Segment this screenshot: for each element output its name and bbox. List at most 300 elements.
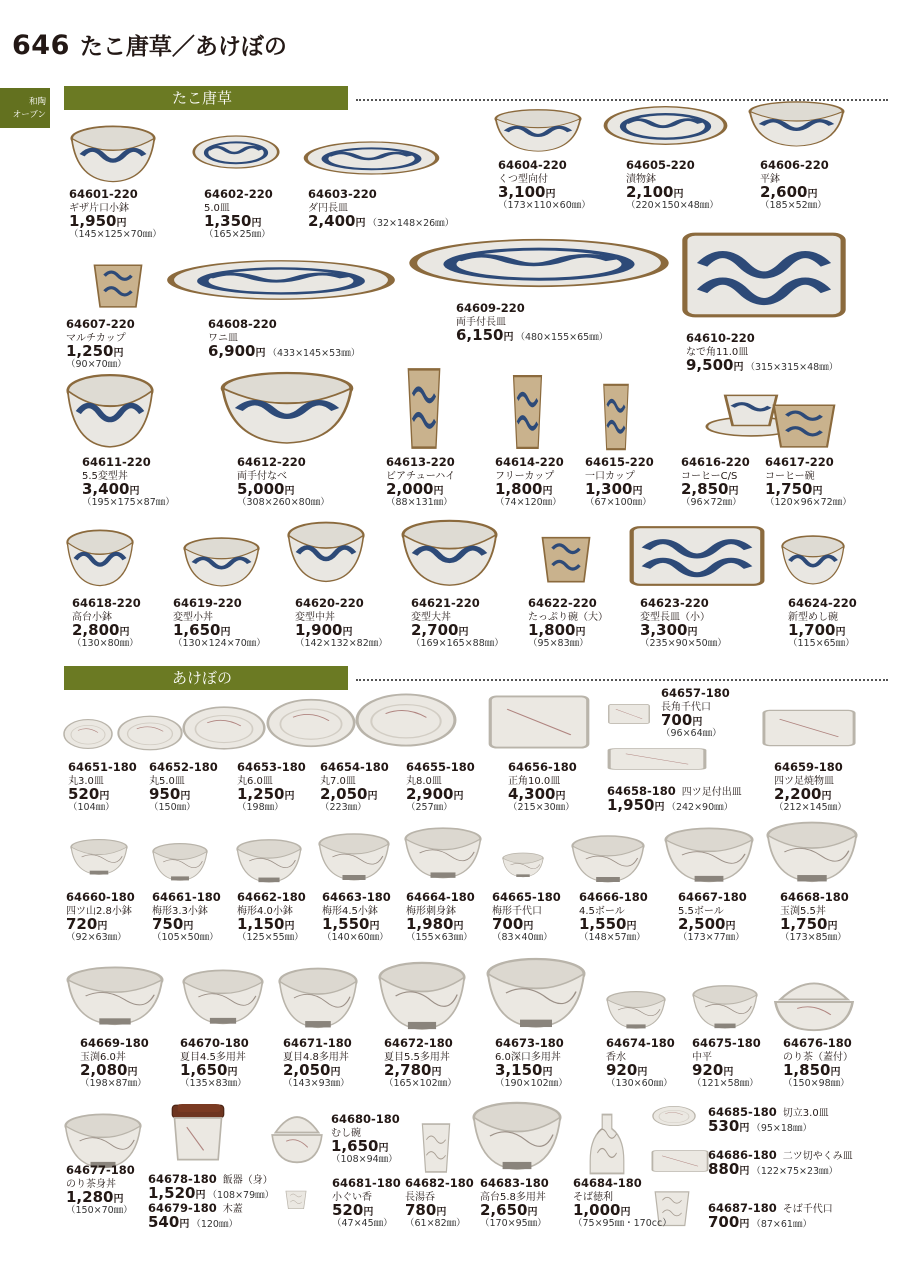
ware-icon [166, 256, 396, 304]
yen-mark: 円 [527, 1207, 538, 1218]
product-image [117, 712, 183, 754]
ware-icon [664, 826, 754, 884]
product-size: （150㎜） [149, 802, 196, 813]
product-image [494, 108, 582, 153]
product-price: 1,980 [406, 915, 454, 933]
ware-icon [781, 534, 845, 586]
product-image [355, 688, 457, 752]
product-code: 64669-180 [80, 1036, 149, 1050]
yen-mark: 円 [127, 1067, 138, 1078]
product-code: 64660-180 [66, 890, 135, 904]
ware-icon [678, 224, 850, 326]
ware-icon [63, 716, 113, 752]
product-price: 720 [66, 915, 98, 933]
yen-mark: 円 [632, 486, 643, 497]
product-image [664, 826, 754, 884]
yen-mark: 円 [555, 791, 566, 802]
product-size: （96×64㎜） [661, 728, 722, 739]
product-size: （198×87㎜） [80, 1078, 147, 1089]
product-code: 64654-180 [320, 760, 389, 774]
product-name: 切立3.0皿 [782, 1108, 829, 1119]
section-band-akebono: あけぼの [64, 666, 348, 690]
product-image [270, 1104, 324, 1166]
ware-icon [416, 1122, 456, 1174]
yen-mark: 円 [251, 218, 262, 229]
product-price: 3,300 [640, 621, 688, 639]
product-entry[interactable] [152, 890, 221, 943]
side-tab-line: オーブン [12, 110, 46, 120]
product-entry[interactable] [765, 455, 852, 508]
product-name: 変型長皿（小） [640, 612, 710, 623]
product-name: 梅形4.5小鉢 [322, 906, 378, 917]
product-code: 64663-180 [322, 890, 391, 904]
product-price: 2,080 [80, 1061, 128, 1079]
yen-mark: 円 [116, 218, 127, 229]
yen-mark: 円 [723, 1067, 734, 1078]
ware-icon [220, 370, 354, 446]
product-price: 3,100 [498, 183, 546, 201]
yen-mark: 円 [458, 627, 469, 638]
product-size: （220×150×48㎜） [626, 200, 719, 211]
yen-mark: 円 [827, 921, 838, 932]
product-entry[interactable] [606, 1036, 675, 1089]
ware-icon [378, 960, 466, 1032]
product-entry[interactable] [69, 187, 162, 240]
product-name: 丸8.0皿 [406, 776, 442, 787]
ware-icon [183, 536, 260, 588]
product-entry[interactable] [173, 596, 266, 649]
product-image [748, 100, 845, 148]
product-price: 1,800 [528, 621, 576, 639]
yen-mark: 円 [97, 921, 108, 932]
product-image [502, 852, 544, 878]
product-size: （75×95㎜・170cc） [573, 1218, 672, 1229]
product-size: （92×63㎜） [66, 932, 127, 943]
product-entry[interactable] [607, 784, 742, 813]
product-price: 540 [148, 1213, 180, 1231]
product-image [90, 258, 146, 310]
product-size: （83×40㎜） [492, 932, 553, 943]
product-image [63, 716, 113, 752]
product-size: （315×315×48㎜） [745, 362, 839, 373]
product-entry[interactable] [237, 890, 306, 943]
product-entry[interactable] [640, 596, 727, 649]
ware-icon [401, 366, 447, 451]
yen-mark: 円 [330, 1067, 341, 1078]
product-image [70, 838, 128, 876]
product-code: 64602-220 [204, 187, 273, 201]
product-image [236, 838, 302, 884]
product-image [760, 706, 858, 750]
product-entry[interactable] [320, 760, 389, 813]
product-entry[interactable] [780, 890, 849, 943]
product-size: （480×155×65㎜） [515, 332, 609, 343]
product-size: （61×82㎜） [405, 1218, 466, 1229]
product-size: （122×75×23㎜） [751, 1166, 839, 1177]
yen-mark: 円 [453, 791, 464, 802]
product-entry[interactable] [148, 1172, 274, 1201]
ware-icon [606, 990, 666, 1030]
product-entry[interactable] [788, 596, 857, 649]
yen-mark: 円 [195, 1190, 206, 1201]
product-price: 6,150 [456, 326, 504, 344]
yen-mark: 円 [113, 348, 124, 359]
yen-mark: 円 [620, 1207, 631, 1218]
product-entry[interactable] [295, 596, 388, 649]
product-image [772, 970, 856, 1034]
product-entry[interactable] [708, 1148, 853, 1177]
product-image [64, 1112, 142, 1170]
side-tab-line: 和陶 [28, 97, 46, 107]
product-size: （130×124×70㎜） [173, 638, 266, 649]
product-image [404, 826, 482, 880]
product-image [768, 398, 840, 450]
product-price: 920 [606, 1061, 638, 1079]
product-entry[interactable] [237, 455, 330, 508]
ware-icon [177, 1103, 221, 1113]
product-code: 64605-220 [626, 158, 695, 172]
ware-icon [236, 838, 302, 884]
product-entry[interactable] [585, 455, 654, 508]
product-code: 64604-220 [498, 158, 567, 172]
product-image [182, 968, 264, 1026]
product-size: （130×60㎜） [606, 1078, 673, 1089]
product-price: 2,800 [72, 621, 120, 639]
product-image [598, 382, 634, 452]
product-size: （212×145㎜） [774, 802, 847, 813]
product-entry[interactable] [760, 158, 829, 211]
product-price: 1,250 [66, 342, 114, 360]
product-price: 700 [708, 1213, 740, 1231]
product-entry[interactable] [82, 455, 175, 508]
product-size: （150×70㎜） [66, 1205, 133, 1216]
product-entry[interactable] [495, 1036, 568, 1089]
product-price: 2,780 [384, 1061, 432, 1079]
product-name: 四ツ足付出皿 [681, 787, 742, 798]
yen-mark: 円 [363, 1207, 374, 1218]
product-price: 1,800 [495, 480, 543, 498]
product-size: （165×25㎜） [204, 229, 271, 240]
yen-mark: 円 [99, 791, 110, 802]
product-code: 64667-180 [678, 890, 747, 904]
product-entry[interactable] [411, 596, 504, 649]
product-price: 700 [492, 915, 524, 933]
ware-icon [117, 712, 183, 754]
product-image [182, 702, 266, 754]
product-entry[interactable] [208, 317, 360, 359]
yen-mark: 円 [575, 627, 586, 638]
product-image [266, 694, 356, 752]
product-code: 64680-180 [331, 1112, 400, 1126]
product-price: 6,900 [208, 342, 256, 360]
product-image [220, 370, 354, 446]
product-entry[interactable] [498, 158, 591, 211]
product-image [486, 956, 586, 1030]
product-name: 木蓋 [222, 1204, 243, 1215]
product-price: 1,750 [780, 915, 828, 933]
product-price: 520 [332, 1201, 364, 1219]
product-name: 梅形4.0小鉢 [237, 906, 293, 917]
product-code: 64611-220 [82, 455, 151, 469]
yen-mark: 円 [431, 1067, 442, 1078]
yen-mark: 円 [542, 1067, 553, 1078]
product-entry[interactable] [708, 1201, 833, 1230]
ware-icon [64, 1112, 142, 1170]
product-name: 梅形3.3小鉢 [152, 906, 208, 917]
product-name: 丸6.0皿 [237, 776, 273, 787]
product-entry[interactable] [331, 1112, 400, 1165]
product-price: 1,250 [237, 785, 285, 803]
product-entry[interactable] [579, 890, 648, 943]
product-price: 1,000 [573, 1201, 621, 1219]
product-code: 64610-220 [686, 331, 755, 345]
ware-icon [355, 688, 457, 752]
product-entry[interactable] [66, 317, 135, 370]
product-price: 1,850 [783, 1061, 831, 1079]
product-entry[interactable] [495, 455, 564, 508]
product-price: 700 [661, 711, 693, 729]
product-code: 64672-180 [384, 1036, 453, 1050]
product-image [652, 1104, 696, 1128]
product-image [177, 1103, 221, 1113]
product-code: 64687-180 [708, 1201, 777, 1215]
product-name: 四ツ山2.8小鉢 [66, 906, 132, 917]
product-name: のり茶身丼 [66, 1179, 116, 1190]
product-code: 64676-180 [783, 1036, 852, 1050]
product-price: 2,400 [308, 212, 356, 230]
product-entry[interactable] [480, 1176, 549, 1229]
yen-mark: 円 [692, 717, 703, 728]
product-name: 4.5ボール [579, 906, 625, 917]
product-code: 64620-220 [295, 596, 364, 610]
product-size: （120×96×72㎜） [765, 497, 852, 508]
product-entry[interactable] [148, 1201, 243, 1230]
product-name: 長湯呑 [405, 1192, 435, 1203]
product-price: 1,150 [237, 915, 285, 933]
yen-mark: 円 [355, 218, 366, 229]
product-image [472, 1100, 562, 1172]
product-size: （257㎜） [406, 802, 453, 813]
product-size: （143×93㎜） [283, 1078, 350, 1089]
product-price: 1,950 [69, 212, 117, 230]
yen-mark: 円 [119, 627, 130, 638]
ware-icon [182, 968, 264, 1026]
product-code: 64683-180 [480, 1176, 549, 1190]
yen-mark: 円 [728, 486, 739, 497]
product-code: 64677-180 [66, 1163, 135, 1177]
product-entry[interactable] [774, 760, 847, 813]
product-size: （125×55㎜） [237, 932, 304, 943]
product-name: 変型小丼 [173, 612, 213, 623]
product-name: 玉渕6.0丼 [80, 1052, 126, 1063]
yen-mark: 円 [503, 332, 514, 343]
product-name: たっぷり碗（大） [528, 612, 608, 623]
product-name: 一口カップ [585, 471, 635, 482]
product-entry[interactable] [322, 890, 391, 943]
product-entry[interactable] [508, 760, 577, 813]
product-image [605, 746, 709, 772]
product-code: 64608-220 [208, 317, 277, 331]
product-price: 2,700 [411, 621, 459, 639]
product-image [626, 520, 768, 592]
product-price: 1,550 [579, 915, 627, 933]
product-image [303, 138, 440, 178]
product-entry[interactable] [681, 455, 750, 508]
product-image [192, 132, 280, 172]
product-code: 64655-180 [406, 760, 475, 774]
product-entry[interactable] [180, 1036, 249, 1089]
product-entry[interactable] [686, 331, 838, 373]
ware-icon [760, 706, 858, 750]
yen-mark: 円 [284, 486, 295, 497]
yen-mark: 円 [830, 1067, 841, 1078]
product-entry[interactable] [406, 760, 475, 813]
product-name: そば徳利 [573, 1192, 613, 1203]
product-entry[interactable] [384, 1036, 457, 1089]
product-name: なで角11.0皿 [686, 347, 749, 358]
product-entry[interactable] [626, 158, 719, 211]
product-image [278, 966, 358, 1030]
product-size: （173×77㎜） [678, 932, 745, 943]
product-size: （32×148×26㎜） [367, 218, 455, 229]
product-entry[interactable] [456, 301, 608, 343]
product-entry[interactable] [66, 1163, 135, 1216]
product-code: 64666-180 [579, 890, 648, 904]
product-entry[interactable] [661, 686, 730, 739]
product-entry[interactable] [406, 890, 475, 943]
page-header [12, 28, 287, 61]
product-code: 64612-220 [237, 455, 306, 469]
product-image [378, 960, 466, 1032]
product-code: 64665-180 [492, 890, 561, 904]
yen-mark: 円 [821, 791, 832, 802]
yen-mark: 円 [654, 802, 665, 813]
product-name: フリーカップ [495, 471, 555, 482]
product-code: 64686-180 [708, 1148, 777, 1162]
product-entry[interactable] [708, 1105, 829, 1134]
product-entry[interactable] [308, 187, 454, 229]
product-price: 750 [152, 915, 184, 933]
product-code: 64661-180 [152, 890, 221, 904]
yen-mark: 円 [812, 486, 823, 497]
product-entry[interactable] [68, 760, 137, 813]
product-price: 2,500 [678, 915, 726, 933]
product-size: （104㎜） [68, 802, 115, 813]
product-size: （87×61㎜） [751, 1219, 812, 1230]
product-name: 正角10.0皿 [508, 776, 561, 787]
product-entry[interactable] [783, 1036, 853, 1089]
ware-icon [598, 382, 634, 452]
product-name: 6.0深口多用丼 [495, 1052, 561, 1063]
yen-mark: 円 [129, 486, 140, 497]
product-image [538, 530, 594, 585]
ware-icon [772, 970, 856, 1034]
product-entry[interactable] [573, 1176, 672, 1229]
yen-mark: 円 [807, 189, 818, 200]
product-entry[interactable] [528, 596, 608, 649]
product-image [781, 534, 845, 586]
product-code: 64607-220 [66, 317, 135, 331]
yen-mark: 円 [673, 189, 684, 200]
product-name: 夏目5.5多用丼 [384, 1052, 450, 1063]
product-entry[interactable] [692, 1036, 761, 1089]
yen-mark: 円 [255, 348, 266, 359]
product-image [678, 224, 850, 326]
ware-icon [66, 372, 154, 450]
product-code: 64679-180 [148, 1201, 217, 1215]
product-entry[interactable] [204, 187, 273, 240]
product-size: （108×79㎜） [207, 1190, 275, 1201]
product-entry[interactable] [492, 890, 561, 943]
product-image [66, 372, 154, 450]
product-code: 64622-220 [528, 596, 597, 610]
product-code: 64673-180 [495, 1036, 564, 1050]
product-size: （169×165×88㎜） [411, 638, 504, 649]
product-entry[interactable] [678, 890, 747, 943]
ware-icon [270, 1104, 324, 1166]
product-image [66, 528, 134, 588]
product-entry[interactable] [405, 1176, 474, 1229]
product-code: 64603-220 [308, 187, 377, 201]
product-size: （195×175×87㎜） [82, 497, 175, 508]
product-code: 64624-220 [788, 596, 857, 610]
ware-icon [404, 826, 482, 880]
product-name: くつ型向付 [498, 174, 548, 185]
product-entry[interactable] [237, 760, 306, 813]
product-code: 64614-220 [495, 455, 564, 469]
yen-mark: 円 [637, 1067, 648, 1078]
yen-mark: 円 [433, 486, 444, 497]
product-entry[interactable] [386, 455, 455, 508]
product-entry[interactable] [332, 1176, 401, 1229]
product-image [70, 124, 156, 184]
product-price: 2,850 [681, 480, 729, 498]
product-entry[interactable] [66, 890, 135, 943]
product-price: 1,650 [173, 621, 221, 639]
product-code: 64615-220 [585, 455, 654, 469]
product-entry[interactable] [149, 760, 218, 813]
product-name: 梅形千代口 [492, 906, 542, 917]
product-size: （140×60㎜） [322, 932, 389, 943]
ware-icon [652, 1104, 696, 1128]
product-price: 3,150 [495, 1061, 543, 1079]
product-image [284, 1188, 308, 1210]
product-code: 64621-220 [411, 596, 480, 610]
ware-icon [626, 520, 768, 592]
product-entry[interactable] [283, 1036, 352, 1089]
ware-icon [182, 702, 266, 754]
ware-icon [70, 838, 128, 876]
product-entry[interactable] [80, 1036, 149, 1089]
product-name: 漬物鉢 [626, 174, 656, 185]
product-name: 二ツ切やくみ皿 [782, 1151, 853, 1162]
ware-icon [152, 842, 208, 882]
product-entry[interactable] [72, 596, 141, 649]
product-price: 1,700 [788, 621, 836, 639]
product-size: （120㎜） [191, 1219, 238, 1230]
product-price: 880 [708, 1160, 740, 1178]
product-code: 64623-220 [640, 596, 709, 610]
product-name: 梅形刺身鉢 [406, 906, 456, 917]
ware-icon [650, 1148, 710, 1174]
yen-mark: 円 [733, 362, 744, 373]
yen-mark: 円 [378, 1143, 389, 1154]
product-code: 64682-180 [405, 1176, 474, 1190]
product-price: 520 [68, 785, 100, 803]
ware-icon [486, 956, 586, 1030]
product-size: （433×145×53㎜） [267, 348, 361, 359]
ware-icon [266, 694, 356, 752]
